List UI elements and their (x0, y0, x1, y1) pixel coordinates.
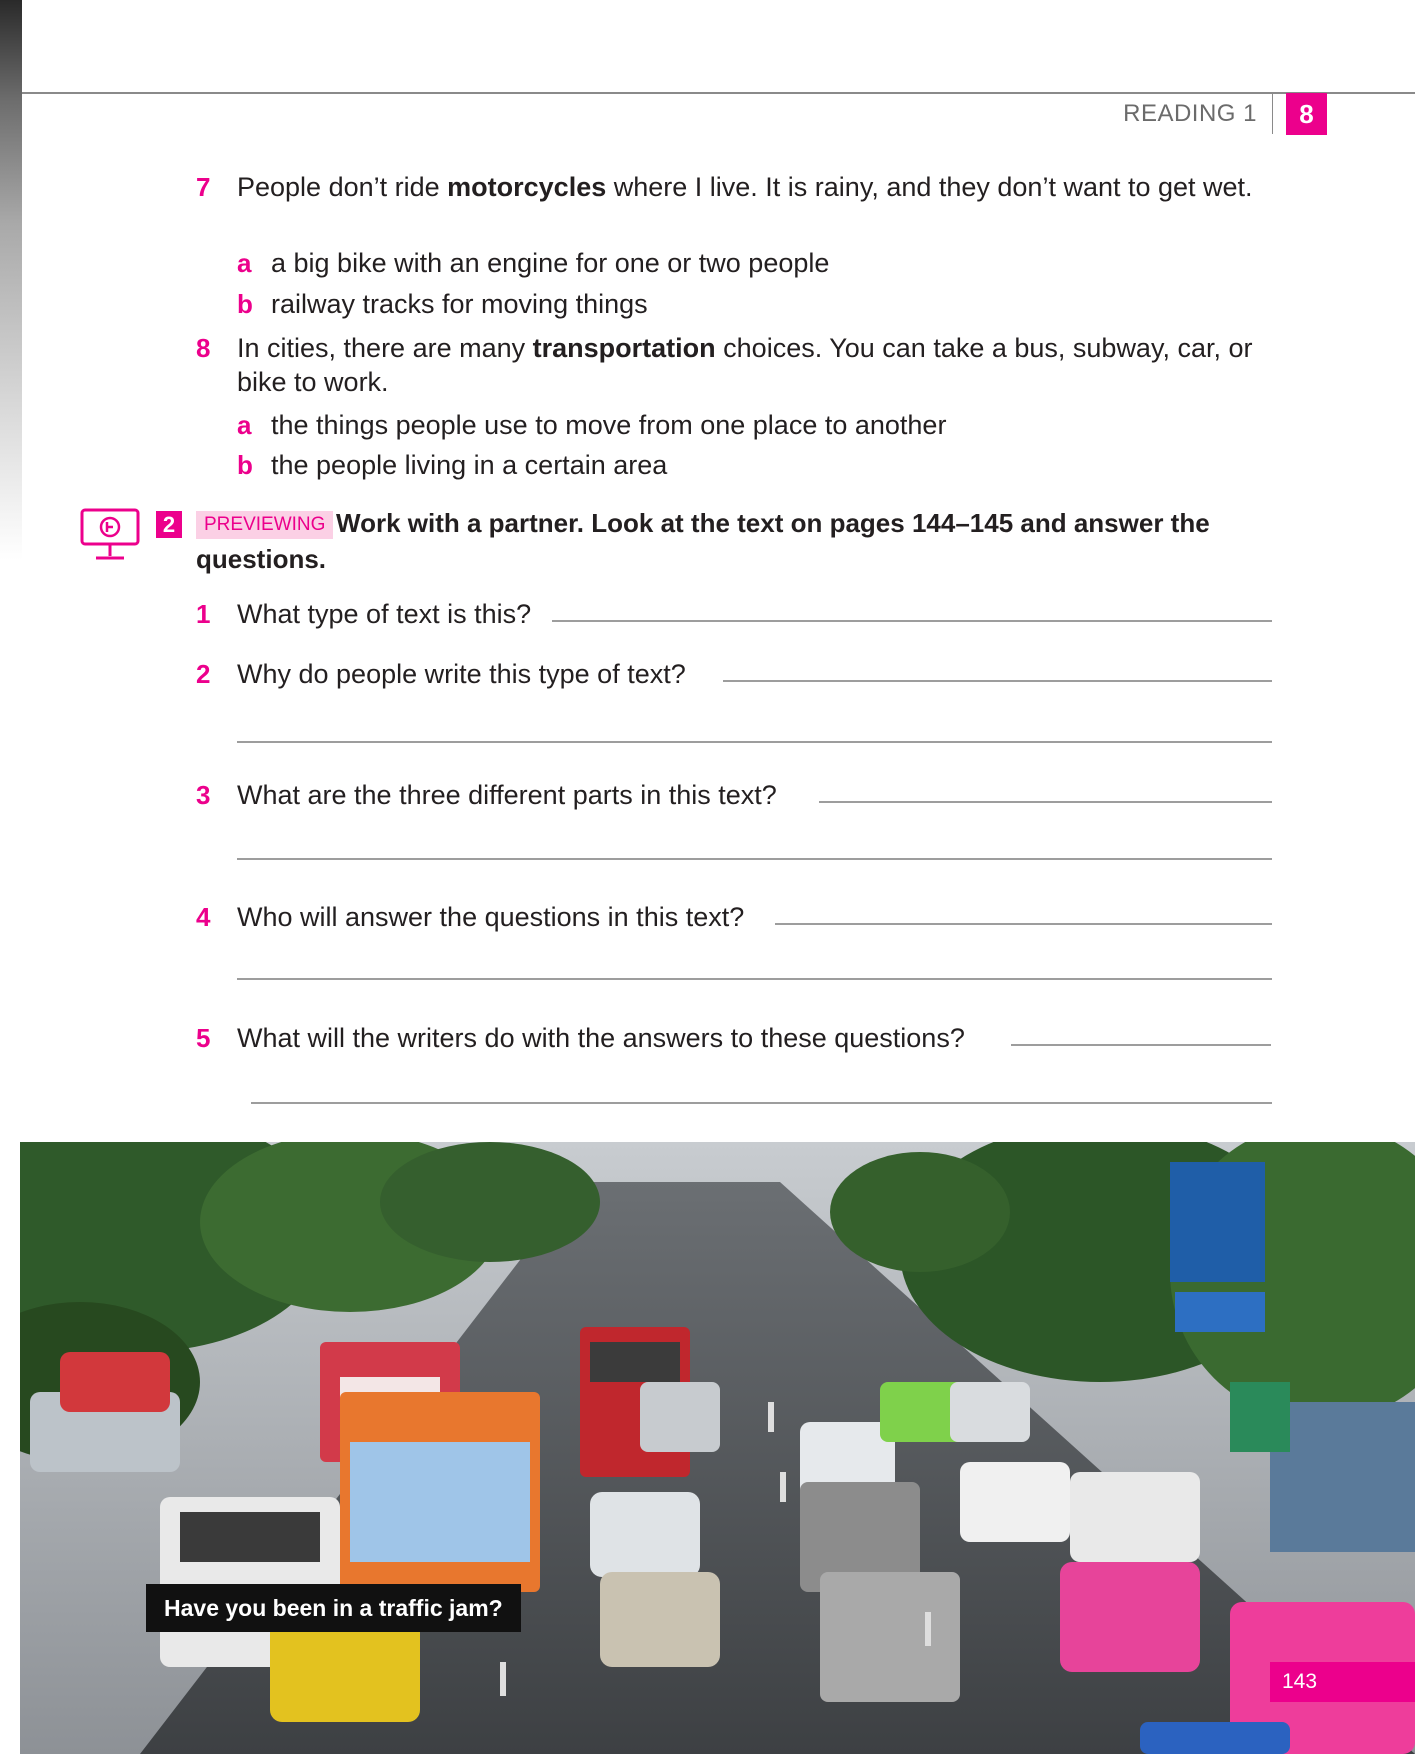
exercise-number-badge: 2 (156, 511, 182, 538)
question-number: 1 (196, 599, 211, 629)
option-text: the things people use to move from one place to another (271, 410, 947, 440)
photo-illustration (20, 1142, 1415, 1754)
option-text: a big bike with an engine for one or two people (271, 248, 830, 278)
sentence-text: People don’t ride (237, 172, 448, 202)
option-text: railway tracks for moving things (271, 289, 648, 319)
exercise-instruction: Work with a partner. Look at the text on pages 144–145 and answer the questions. (196, 508, 1210, 574)
traffic-jam-photo (20, 1142, 1415, 1754)
question-number: 5 (196, 1023, 211, 1053)
unit-number-badge: 8 (1286, 93, 1327, 135)
question-text: What will the writers do with the answers to these questions? (237, 1023, 965, 1053)
page-number: 143 (1270, 1662, 1415, 1702)
left-gutter-strip (0, 0, 22, 560)
photo-caption: Have you been in a traffic jam? (146, 1584, 521, 1632)
option-text: the people living in a certain area (271, 450, 668, 480)
answer-line[interactable] (237, 741, 1272, 743)
question-text: Why do people write this type of text? (237, 659, 686, 689)
item-number: 8 (196, 333, 211, 363)
header-separator (1272, 94, 1273, 134)
sentence-text: where I live. It is rainy, and they don’t want to get wet. (606, 172, 1253, 202)
question-number: 4 (196, 902, 211, 932)
option-letter: a (237, 248, 252, 278)
answer-line[interactable] (251, 1102, 1272, 1104)
answer-line[interactable] (775, 923, 1272, 925)
target-word: motorcycles (447, 172, 607, 202)
answer-line[interactable] (237, 978, 1272, 980)
question-text: Who will answer the questions in this text? (237, 902, 745, 932)
sentence-text: In cities, there are many (237, 333, 533, 363)
question-text: What type of text is this? (237, 599, 532, 629)
option-letter: b (237, 450, 253, 480)
option-letter: a (237, 410, 252, 440)
skill-label: PREVIEWING (196, 511, 333, 539)
answer-line[interactable] (552, 620, 1272, 622)
header-rule (22, 92, 1415, 94)
question-number: 3 (196, 780, 211, 810)
item-sentence (237, 331, 1267, 399)
option-letter: b (237, 289, 253, 319)
item-number: 7 (196, 172, 211, 202)
answer-line[interactable] (1011, 1044, 1271, 1046)
sentence-text: choices. You can take a bus, subway, car, or bike to work. (237, 333, 1253, 397)
item-sentence (237, 170, 1267, 204)
question-text: What are the three different parts in this text? (237, 780, 777, 810)
target-word: transportation (532, 333, 716, 363)
question-number: 2 (196, 659, 211, 689)
answer-line[interactable] (723, 680, 1272, 682)
answer-line[interactable] (237, 858, 1272, 860)
running-head: READING 1 (1123, 100, 1257, 127)
answer-line[interactable] (819, 801, 1272, 803)
online-screen-icon (80, 508, 142, 562)
